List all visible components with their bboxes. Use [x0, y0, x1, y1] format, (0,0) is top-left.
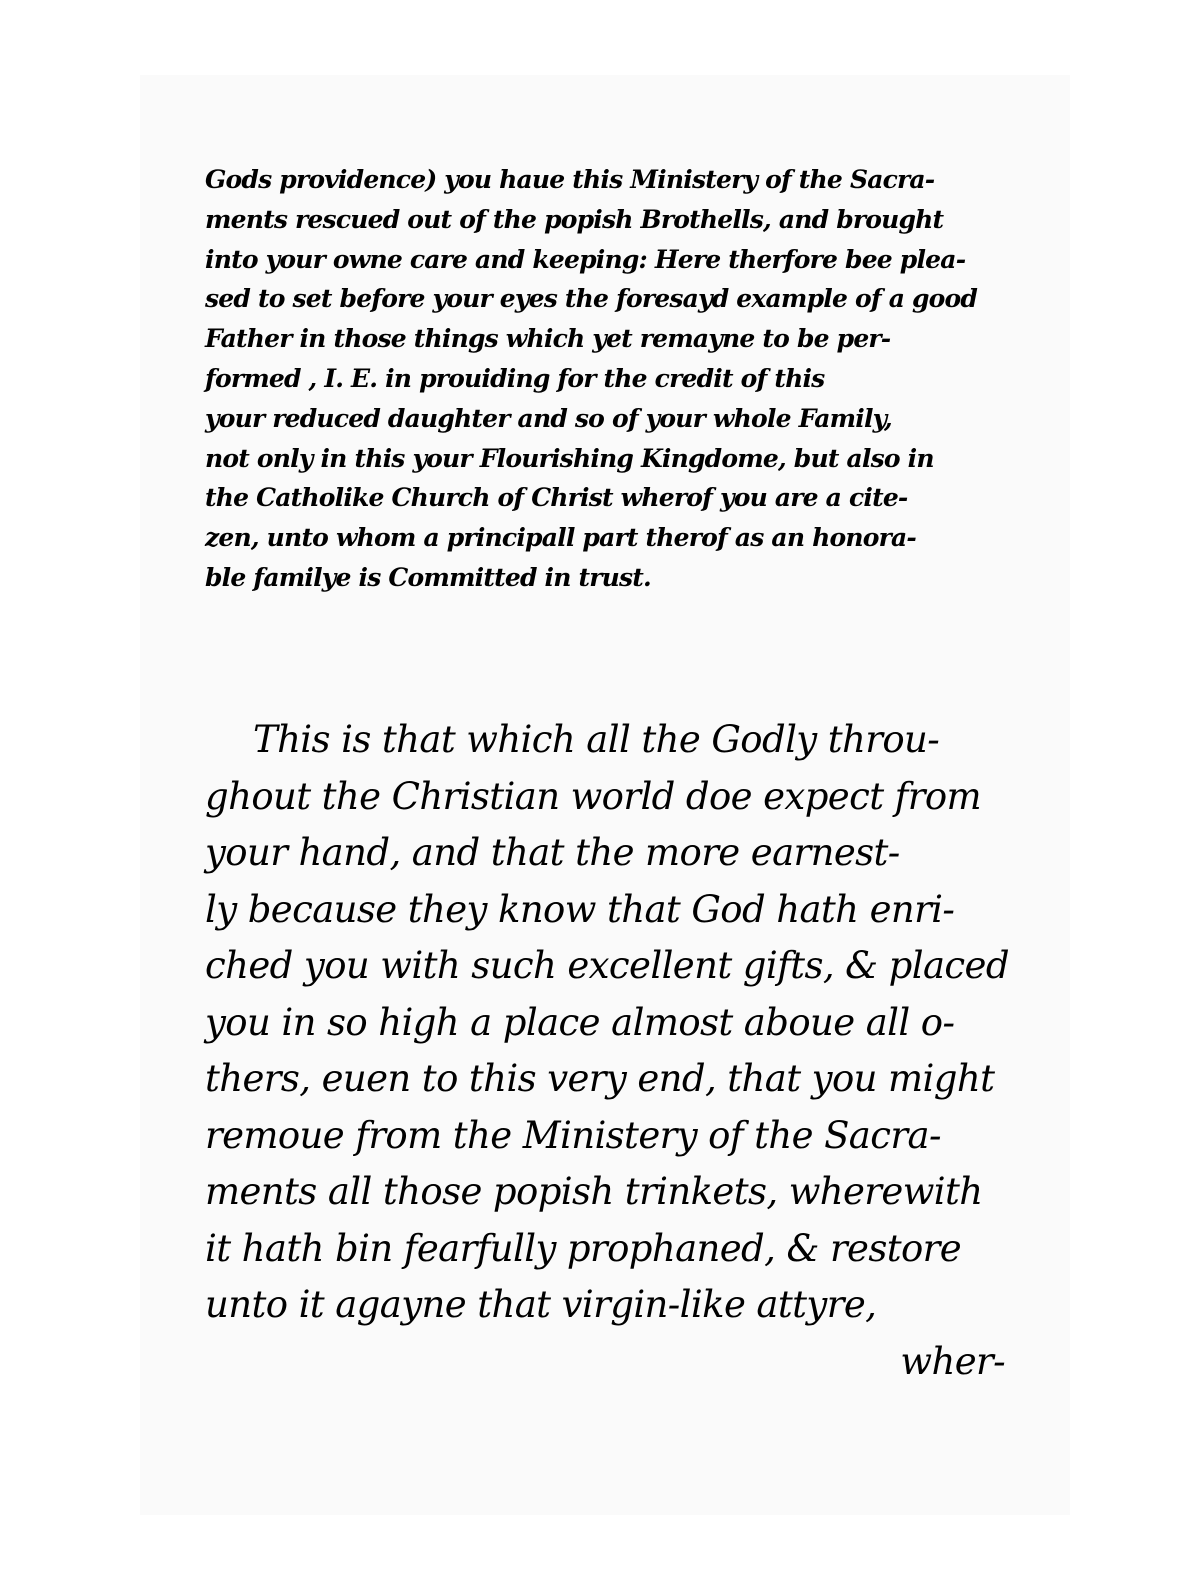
text-line: thers, euen to this very end, that you might [205, 1057, 995, 1100]
text-line: Gods providence) you haue this Ministery of the Sacra- [205, 165, 935, 194]
catchword: wher- [900, 1339, 1005, 1383]
text-line: zen, unto whom a principall part therof as an honora- [205, 523, 916, 553]
text-line: sed to set before your eyes the foresayd example of a good [205, 284, 978, 314]
text-line: not only in this your Flourishing Kingdome, but also in [205, 443, 934, 473]
text-line: This is that which all the Godly throu- [253, 718, 940, 761]
text-line: unto it agayne that virgin-like attyre, [205, 1283, 877, 1326]
text-line: ched you with such excellent gifts, & placed [205, 944, 1009, 987]
text-line: ble familye is Committed in trust. [205, 562, 651, 592]
text-line: the Catholike Church of Christ wherof you are a cite- [205, 483, 908, 513]
text-line: ments rescued out of the popish Brothells, and brought [205, 204, 944, 234]
text-line: it hath bin fearfully prophaned, & restore [205, 1226, 962, 1270]
text-line: remoue from the Ministery of the Sacra- [205, 1113, 941, 1157]
text-line: formed , I. E. in prouiding for the credit of this [205, 363, 825, 393]
text-line: ghout the Christian world doe expect from [205, 774, 981, 818]
text-line: into your owne care and keeping: Here therfore bee plea- [205, 244, 966, 274]
text-line: ments all those popish trinkets, wherewith [205, 1170, 983, 1213]
text-line: Father in those things which yet remayne to be per- [205, 324, 891, 354]
text-line: your reduced daughter and so of your whole Family, [205, 403, 892, 433]
text-line: you in so high a place almost aboue all o- [205, 1000, 955, 1044]
paragraph-2 [205, 712, 1025, 1390]
text-line: ly because they know that God hath enri- [205, 887, 955, 931]
text-line: your hand, and that the more earnest- [205, 831, 900, 874]
paragraph-1 [205, 160, 1025, 598]
